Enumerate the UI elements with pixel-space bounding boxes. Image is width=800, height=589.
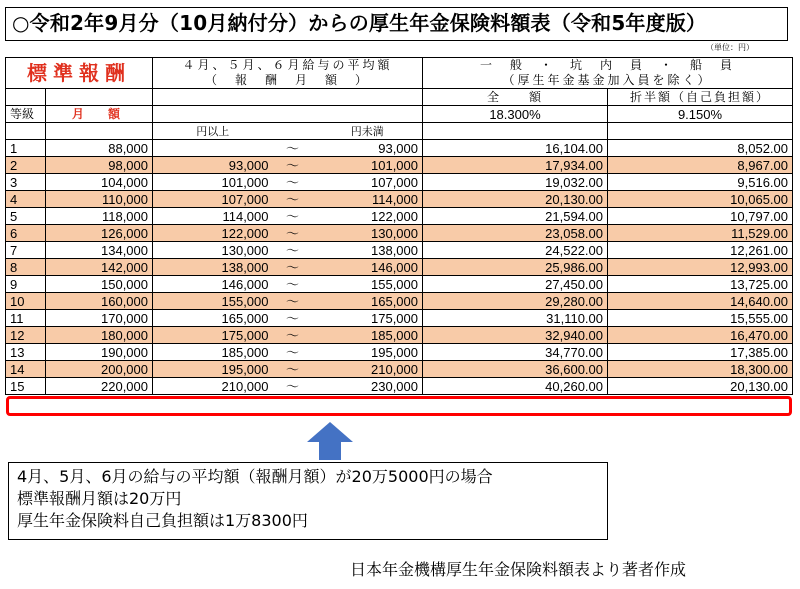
half-amount-cell: 17,385.00 — [608, 344, 793, 361]
monthly-cell: 104,000 — [46, 174, 153, 191]
half-rate: 9.150% — [608, 106, 793, 123]
to-cell: 122,000 — [313, 208, 423, 225]
monthly-cell: 98,000 — [46, 157, 153, 174]
full-amount-cell: 27,450.00 — [423, 276, 608, 293]
to-cell: 230,000 — [313, 378, 423, 395]
monthly-cell: 160,000 — [46, 293, 153, 310]
to-cell: 155,000 — [313, 276, 423, 293]
monthly-cell: 180,000 — [46, 327, 153, 344]
grade-cell: 7 — [6, 242, 46, 259]
blank-cell — [273, 123, 313, 140]
table-row — [6, 378, 793, 395]
from-cell: 114,000 — [153, 208, 273, 225]
half-amount-cell: 14,640.00 — [608, 293, 793, 310]
grade-cell: 6 — [6, 225, 46, 242]
half-amount-cell: 12,261.00 — [608, 242, 793, 259]
full-amount-cell: 40,260.00 — [423, 378, 608, 395]
from-unit-label: 円以上 — [153, 123, 273, 140]
grade-cell: 12 — [6, 327, 46, 344]
range-sep-cell: ～ — [273, 191, 313, 208]
full-amount-cell: 36,600.00 — [423, 361, 608, 378]
range-sep-cell: ～ — [273, 293, 313, 310]
header-row-2 — [6, 89, 793, 106]
blank-cell — [153, 89, 423, 106]
half-amount-cell: 9,516.00 — [608, 174, 793, 191]
full-amount-cell: 29,280.00 — [423, 293, 608, 310]
header-insured — [423, 58, 793, 89]
from-cell: 138,000 — [153, 259, 273, 276]
header-monthly: 月 額 — [46, 106, 153, 123]
from-cell: 175,000 — [153, 327, 273, 344]
monthly-cell: 142,000 — [46, 259, 153, 276]
monthly-cell: 88,000 — [46, 140, 153, 157]
range-sep-cell: ～ — [273, 208, 313, 225]
grade-cell: 5 — [6, 208, 46, 225]
header-half: 折半額（自己負担額） — [608, 89, 793, 106]
table-row — [6, 259, 793, 276]
range-sep-cell: ～ — [273, 361, 313, 378]
table-row — [6, 344, 793, 361]
to-cell: 175,000 — [313, 310, 423, 327]
grade-cell: 8 — [6, 259, 46, 276]
half-amount-cell: 10,797.00 — [608, 208, 793, 225]
full-amount-cell: 31,110.00 — [423, 310, 608, 327]
monthly-cell: 118,000 — [46, 208, 153, 225]
source-note: 日本年金機構厚生年金保険料額表より著者作成 — [350, 560, 687, 579]
range-sep-cell: ～ — [273, 378, 313, 395]
header-row-1 — [6, 58, 793, 89]
header-insured-line1: 一 般 ・ 坑 内 員 ・ 船 員 — [479, 58, 735, 72]
range-sep-cell: ～ — [273, 174, 313, 191]
header-row-3 — [6, 106, 793, 123]
from-cell: 107,000 — [153, 191, 273, 208]
blank-cell — [6, 123, 46, 140]
grade-cell: 14 — [6, 361, 46, 378]
from-cell: 146,000 — [153, 276, 273, 293]
full-amount-cell: 17,934.00 — [423, 157, 608, 174]
to-cell: 107,000 — [313, 174, 423, 191]
table-row — [6, 191, 793, 208]
range-sep-cell: ～ — [273, 310, 313, 327]
monthly-cell: 220,000 — [46, 378, 153, 395]
range-sep-cell: ～ — [273, 327, 313, 344]
range-sep-cell: ～ — [273, 242, 313, 259]
from-cell: 195,000 — [153, 361, 273, 378]
header-standard: 標準報酬 — [6, 58, 153, 89]
note-line-3: 厚生年金保険料自己負担額は1万8300円 — [17, 511, 308, 530]
from-cell: 185,000 — [153, 344, 273, 361]
monthly-cell: 150,000 — [46, 276, 153, 293]
header-grade: 等級 — [6, 106, 46, 123]
premium-table — [5, 57, 793, 395]
table-row — [6, 174, 793, 191]
blank-cell — [6, 89, 46, 106]
header-average-line1: ４月、５月、６月給与の平均額 — [182, 58, 393, 72]
grade-cell: 11 — [6, 310, 46, 327]
to-cell: 130,000 — [313, 225, 423, 242]
note-line-2: 標準報酬月額は20万円 — [17, 489, 182, 508]
explanation-box — [8, 462, 608, 540]
full-amount-cell: 34,770.00 — [423, 344, 608, 361]
to-cell: 185,000 — [313, 327, 423, 344]
monthly-cell: 200,000 — [46, 361, 153, 378]
to-cell: 138,000 — [313, 242, 423, 259]
blank-cell — [423, 123, 608, 140]
from-cell: 93,000 — [153, 157, 273, 174]
range-sep-cell: ～ — [273, 276, 313, 293]
to-cell: 146,000 — [313, 259, 423, 276]
half-amount-cell: 8,052.00 — [608, 140, 793, 157]
grade-cell: 3 — [6, 174, 46, 191]
full-amount-cell: 32,940.00 — [423, 327, 608, 344]
half-amount-cell: 16,470.00 — [608, 327, 793, 344]
table-row — [6, 242, 793, 259]
grade-cell: 4 — [6, 191, 46, 208]
half-amount-cell: 20,130.00 — [608, 378, 793, 395]
blank-cell — [46, 123, 153, 140]
blank-cell — [153, 106, 423, 123]
from-cell: 210,000 — [153, 378, 273, 395]
full-amount-cell: 20,130.00 — [423, 191, 608, 208]
half-amount-cell: 12,993.00 — [608, 259, 793, 276]
table-row — [6, 225, 793, 242]
unit-label: （単位：円） — [706, 43, 754, 52]
grade-cell: 2 — [6, 157, 46, 174]
to-unit-label: 円未満 — [313, 123, 423, 140]
header-insured-line2: （厚生年金基金加入員を除く） — [502, 73, 713, 87]
to-cell: 195,000 — [313, 344, 423, 361]
from-cell: 130,000 — [153, 242, 273, 259]
full-amount-cell: 16,104.00 — [423, 140, 608, 157]
half-amount-cell: 10,065.00 — [608, 191, 793, 208]
range-sep-cell: ～ — [273, 344, 313, 361]
half-amount-cell: 18,300.00 — [608, 361, 793, 378]
highlight-frame — [6, 396, 792, 416]
half-amount-cell: 8,967.00 — [608, 157, 793, 174]
table-row — [6, 361, 793, 378]
half-amount-cell: 11,529.00 — [608, 225, 793, 242]
up-arrow-icon — [305, 420, 355, 462]
from-cell: 101,000 — [153, 174, 273, 191]
monthly-cell: 170,000 — [46, 310, 153, 327]
to-cell: 210,000 — [313, 361, 423, 378]
full-amount-cell: 19,032.00 — [423, 174, 608, 191]
grade-cell: 9 — [6, 276, 46, 293]
table-row — [6, 310, 793, 327]
half-amount-cell: 15,555.00 — [608, 310, 793, 327]
monthly-cell: 190,000 — [46, 344, 153, 361]
monthly-cell: 126,000 — [46, 225, 153, 242]
range-sep-cell: ～ — [273, 225, 313, 242]
full-rate: 18.300% — [423, 106, 608, 123]
full-amount-cell: 24,522.00 — [423, 242, 608, 259]
blank-cell — [46, 89, 153, 106]
table-row — [6, 276, 793, 293]
range-sep-cell: ～ — [273, 140, 313, 157]
unit-row — [6, 123, 793, 140]
from-cell: 122,000 — [153, 225, 273, 242]
full-amount-cell: 21,594.00 — [423, 208, 608, 225]
to-cell: 93,000 — [313, 140, 423, 157]
table-row — [6, 208, 793, 225]
from-cell: 155,000 — [153, 293, 273, 310]
header-full: 全 額 — [423, 89, 608, 106]
header-average-line2: （ 報 酬 月 額 ） — [204, 73, 370, 87]
grade-cell: 13 — [6, 344, 46, 361]
range-sep-cell: ～ — [273, 157, 313, 174]
grade-cell: 15 — [6, 378, 46, 395]
blank-cell — [608, 123, 793, 140]
full-amount-cell: 25,986.00 — [423, 259, 608, 276]
monthly-cell: 134,000 — [46, 242, 153, 259]
table-row — [6, 327, 793, 344]
range-sep-cell: ～ — [273, 259, 313, 276]
to-cell: 165,000 — [313, 293, 423, 310]
from-cell: 165,000 — [153, 310, 273, 327]
half-amount-cell: 13,725.00 — [608, 276, 793, 293]
grade-cell: 1 — [6, 140, 46, 157]
monthly-cell: 110,000 — [46, 191, 153, 208]
table-row — [6, 140, 793, 157]
header-average — [153, 58, 423, 89]
to-cell: 101,000 — [313, 157, 423, 174]
grade-cell: 10 — [6, 293, 46, 310]
to-cell: 114,000 — [313, 191, 423, 208]
table-row — [6, 157, 793, 174]
page-title: ○令和2年9月分（10月納付分）からの厚生年金保険料額表（令和5年度版） — [5, 7, 788, 41]
full-amount-cell: 23,058.00 — [423, 225, 608, 242]
note-line-1: 4月、5月、6月の給与の平均額（報酬月額）が20万5000円の場合 — [17, 467, 493, 486]
table-row — [6, 293, 793, 310]
from-cell — [153, 140, 273, 157]
